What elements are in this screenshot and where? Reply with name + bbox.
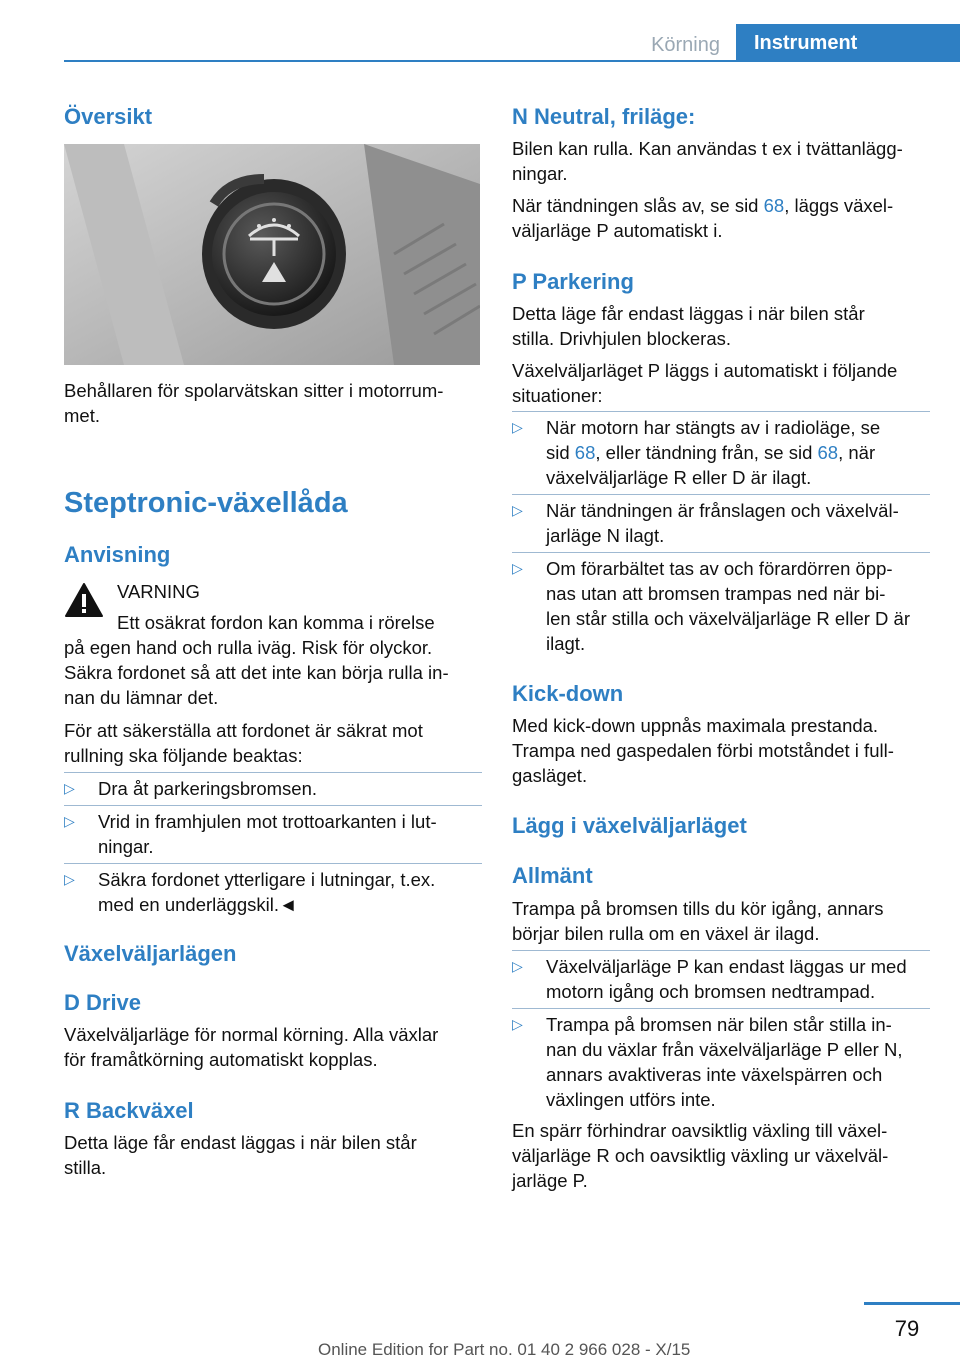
text-line: ningar.: [512, 163, 568, 184]
bullet-line: Dra åt parkeringsbromsen.: [98, 778, 318, 799]
n-neutral-text-2: [512, 193, 942, 243]
page-number: 79: [894, 1316, 920, 1341]
list-item: [64, 867, 482, 917]
triangle-bullet-icon: ▷: [64, 780, 75, 796]
header-rule: [64, 60, 960, 62]
lagg-title: Lägg i växelväljarläget: [512, 813, 747, 838]
warning-triangle-icon: [64, 582, 104, 618]
triangle-bullet-icon: ▷: [512, 502, 523, 518]
r-backvaxel-title: R Backväxel: [64, 1098, 194, 1123]
bullet-divider: [512, 1008, 930, 1009]
kick-down-text: [512, 713, 942, 788]
triangle-bullet-icon: ▷: [512, 419, 523, 435]
bullet-line: När tändningen är frånslagen och växelväl‐: [546, 500, 899, 521]
list-item: [64, 776, 482, 801]
bullet-line: växlingen utförs inte.: [546, 1089, 716, 1110]
text-span: sid: [546, 442, 575, 463]
bullet-line: jarläge N ilagt.: [546, 525, 665, 546]
bullet-line: ilagt.: [546, 633, 586, 654]
caption-line: met.: [64, 405, 100, 426]
bullet-line: växelväljarläge R eller D är ilagt.: [546, 467, 812, 488]
p-parkering-text-2: [512, 358, 942, 408]
anvisning-title: Anvisning: [64, 542, 171, 567]
text-line: väljarläge P automatiskt i.: [512, 220, 723, 241]
text-line: Med kick-down uppnås maximala prestanda.: [512, 715, 879, 736]
bullet-line: nan du växlar från växelväljarläge P eller N,: [546, 1039, 903, 1060]
d-drive-text: [64, 1022, 484, 1072]
allmant-text: [512, 896, 942, 946]
triangle-bullet-icon: ▷: [512, 958, 523, 974]
list-item: [512, 556, 932, 656]
text-line: Trampa på bromsen tills du kör igång, annars: [512, 898, 884, 919]
intro-line: rullning ska följande beaktas:: [64, 745, 303, 766]
list-item: [512, 954, 932, 1004]
text-line: Växelväljarläget P läggs i automatiskt i följande: [512, 360, 898, 381]
bullet-line: Säkra fordonet ytterligare i lutningar, t.ex.: [98, 869, 436, 890]
closing-text: [512, 1118, 942, 1193]
text-line: situationer:: [512, 385, 603, 406]
text-span: , när: [838, 442, 876, 463]
section-title: Steptronic-växellåda: [64, 487, 348, 519]
bullet-line: nas utan att bromsen trampas ned när bi‐: [546, 583, 886, 604]
text-line: Trampa ned gaspedalen förbi motståndet i full‐: [512, 740, 894, 761]
text-span: , läggs växel‐: [784, 195, 894, 216]
bullet-divider: [512, 411, 930, 412]
intro-line: För att säkerställa att fordonet är säkrat mot: [64, 720, 423, 741]
text-line: börjar bilen rulla om en växel är ilagd.: [512, 923, 820, 944]
warning-line-1: Ett osäkrat fordon kan komma i rörelse: [117, 612, 435, 633]
bullet-line: len står stilla och växelväljarläge R eller D är: [546, 608, 910, 629]
text-line: Växelväljarläge för normal körning. Alla växlar: [64, 1024, 439, 1045]
intro-text: [64, 718, 484, 768]
warning-line: nan du lämnar det.: [64, 687, 219, 708]
tab-korning[interactable]: Körning: [651, 34, 720, 56]
bullet-divider: [512, 494, 930, 495]
bullet-divider: [512, 950, 930, 951]
caption-line: Behållaren för spolarvätskan sitter i motorrum‐: [64, 380, 444, 401]
bullet-divider: [64, 863, 482, 864]
text-line: [512, 193, 942, 218]
p-parkering-text: [512, 301, 942, 351]
edition-footer: Online Edition for Part no. 01 40 2 966 028 - X/15: [318, 1340, 691, 1359]
text-line: väljarläge R och oavsiktlig växling ur växelväl‐: [512, 1145, 889, 1166]
text-span: , eller tändning från, se sid: [595, 442, 818, 463]
bullet-line: [546, 440, 932, 465]
text-line: för framåtkörning automatiskt kopplas.: [64, 1049, 378, 1070]
bullet-divider: [64, 805, 482, 806]
text-line: Detta läge får endast läggas i när bilen står: [64, 1132, 417, 1153]
text-line: stilla. Drivhjulen blockeras.: [512, 328, 732, 349]
bullet-line: Trampa på bromsen när bilen står stilla in‐: [546, 1014, 892, 1035]
bullet-line: motorn igång och bromsen nedtrampad.: [546, 981, 876, 1002]
page-link[interactable]: 68: [763, 195, 785, 216]
bullet-line: ningar.: [98, 836, 154, 857]
bullet-line: Om förarbältet tas av och förardörren öpp‐: [546, 558, 893, 579]
bullet-line: annars avaktiveras inte växelspärren och: [546, 1064, 883, 1085]
warning-line: Säkra fordonet så att det inte kan börja rulla in‐: [64, 662, 449, 683]
bullet-line: med en underläggskil.◄: [98, 894, 298, 915]
vaxel-title: Växelväljarlägen: [64, 941, 237, 966]
bullet-divider: [64, 772, 482, 773]
footer-rule: [864, 1302, 960, 1305]
text-line: gasläget.: [512, 765, 588, 786]
warning-label: VARNING: [117, 581, 200, 602]
oversikt-title: Översikt: [64, 104, 153, 129]
n-neutral-text: [512, 136, 942, 186]
allmant-title: Allmänt: [512, 863, 593, 888]
list-item: [64, 809, 482, 859]
page-link[interactable]: 68: [817, 442, 839, 463]
washer-reservoir-photo: [64, 144, 480, 365]
d-drive-title: D Drive: [64, 990, 142, 1015]
triangle-bullet-icon: ▷: [512, 1016, 523, 1032]
text-line: jarläge P.: [512, 1170, 588, 1191]
bullet-divider: [512, 552, 930, 553]
figure-caption: [64, 378, 484, 428]
text-span: När tändningen slås av, se sid: [512, 195, 764, 216]
bullet-line: När motorn har stängts av i radioläge, se: [546, 417, 881, 438]
triangle-bullet-icon: ▷: [64, 813, 75, 829]
r-backvaxel-text: [64, 1130, 484, 1180]
text-line: stilla.: [64, 1157, 107, 1178]
kick-down-title: Kick-down: [512, 681, 624, 706]
triangle-bullet-icon: ▷: [64, 871, 75, 887]
n-neutral-title: N Neutral, friläge:: [512, 104, 696, 129]
triangle-bullet-icon: ▷: [512, 560, 523, 576]
page-link[interactable]: 68: [574, 442, 596, 463]
bullet-line: Vrid in framhjulen mot trottoarkanten i lut‐: [98, 811, 437, 832]
washer-cap-illustration: [64, 144, 480, 365]
list-item: [512, 1012, 932, 1112]
bullet-line: Växelväljarläge P kan endast läggas ur med: [546, 956, 907, 977]
warning-line: på egen hand och rulla iväg. Risk för olyckor.: [64, 637, 433, 658]
p-parkering-title: P Parkering: [512, 269, 634, 294]
text-line: Detta läge får endast läggas i när bilen står: [512, 303, 865, 324]
text-line: Bilen kan rulla. Kan användas t ex i tvättanlägg‐: [512, 138, 903, 159]
warning-body: [64, 635, 484, 710]
list-item: [512, 415, 932, 490]
tab-instrument[interactable]: Instrument: [736, 24, 960, 60]
list-item: [512, 498, 932, 548]
text-line: En spärr förhindrar oavsiktlig växling till växel‐: [512, 1120, 888, 1141]
